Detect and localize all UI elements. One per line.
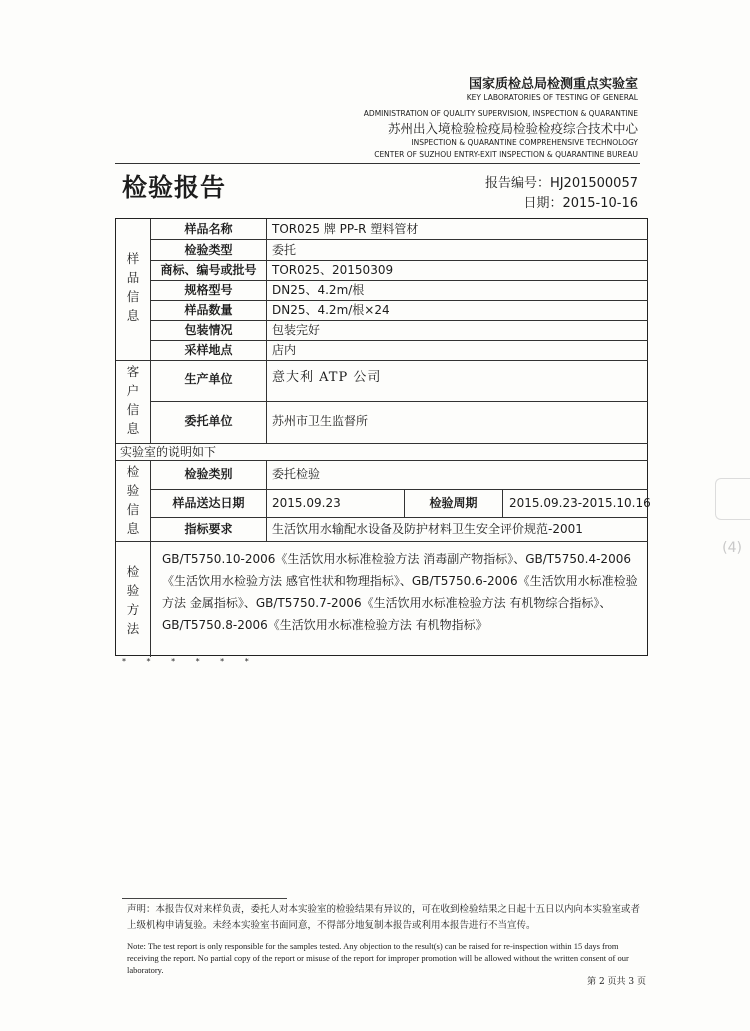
report-date: 日期：2015-10-16 [523,196,638,211]
admin-name-en: ADMINISTRATION OF QUALITY SUPERVISION, INSPECTION & QUARANTINE [363,109,638,118]
margin-stamp-number: (4) [722,540,742,556]
value-inspection-category: 委托检验 [272,467,321,481]
label-manufacturer: 生产单位 [184,372,233,386]
statement-en: Note: The test report is only responsible for the samples tested. Any objection to the result(s) can be raised for re-inspection within 15 days from receiving the report. No partial copy of the report or misuse of the report for improper promotion will be allowed without the written consent of our laboratory. [127,941,629,975]
report-number: 报告编号：HJ201500057 [484,176,638,191]
method-text: GB/T5750.10-2006《生活饮用水标准检验方法 消毒副产物指标》、GB/T5750.4-2006《生活饮用水检验方法 感官性状和物理指标》、GB/T5750.6-2006《生活饮用水标准检验方法 金属指标》、GB/T5750.7-2006《生活饮用水标准检验方法 有机物综合指标》、GB/T5750.8-2006《生活饮用水标准检验方法 有机物指标》 [162,552,638,632]
footer-divider [122,898,287,899]
label-sampling-site: 采样地点 [184,343,233,357]
section-client-info: 客户信息 [126,364,140,436]
margin-seal-icon [715,478,750,520]
label-inspection-category: 检验类别 [184,467,233,481]
label-inspection-period: 检验周期 [429,496,478,510]
value-sampling-site: 店内 [272,343,297,357]
value-client: 苏州市卫生监督所 [272,414,369,428]
label-trademark-batch: 商标、编号或批号 [160,263,257,277]
center-name-en-1: INSPECTION & QUARANTINE COMPREHENSIVE TECHNOLOGY [411,138,638,147]
page-number: 第 2 页共 3 页 [587,977,646,987]
value-sample-quantity: DN25、4.2m/根×24 [272,303,390,317]
label-sample-quantity: 样品数量 [184,303,233,317]
section-sample-info: 样品信息 [126,251,140,323]
end-mark: * * * * * * [122,657,258,666]
label-client: 委托单位 [184,414,233,428]
center-name-cn: 苏州出入境检验检疫局检验检疫综合技术中心 [387,121,638,136]
value-delivery-date: 2015.09.23 [272,496,341,510]
lab-name-en: KEY LABORATORIES OF TESTING OF GENERAL [466,93,638,102]
value-sample-name: TOR025 牌 PP-R 塑料管材 [272,222,419,236]
label-delivery-date: 样品送达日期 [172,496,245,510]
value-inspection-period: 2015.09.23-2015.10.16 [509,496,651,510]
label-sample-name: 样品名称 [184,222,233,236]
statement-cn: 声明：本报告仅对来样负责，委托人对本实验室的检验结果有异议的，可在收到检验结果之日起十五日以内向本实验室或者上级机构申请复验。未经本实验室书面同意，不得部分地复制本报告或利用本报告进行不当宣传。 [127,904,641,931]
label-spec-model: 规格型号 [184,283,233,297]
report-title: 检验报告 [122,173,227,202]
section-inspection-info: 检验信息 [126,464,140,536]
value-packaging: 包装完好 [272,323,321,337]
header-divider [115,163,640,164]
value-criteria: 生活饮用水输配水设备及防护材料卫生安全评价规范-2001 [272,522,583,536]
value-inspection-type: 委托 [272,243,297,257]
label-packaging: 包装情况 [184,323,233,337]
value-spec-model: DN25、4.2m/根 [272,283,365,297]
value-trademark-batch: TOR025、20150309 [272,263,394,277]
lab-name-cn: 国家质检总局检测重点实验室 [468,77,638,92]
report-table [115,218,651,656]
value-manufacturer: 意大利 ATP 公司 [272,370,382,385]
lab-note-heading: 实验室的说明如下 [120,445,217,459]
section-method: 检验方法 [126,564,140,636]
label-criteria: 指标要求 [184,522,233,536]
center-name-en-2: CENTER OF SUZHOU ENTRY-EXIT INSPECTION & QUARANTINE BUREAU [374,150,638,159]
label-inspection-type: 检验类型 [184,243,233,257]
